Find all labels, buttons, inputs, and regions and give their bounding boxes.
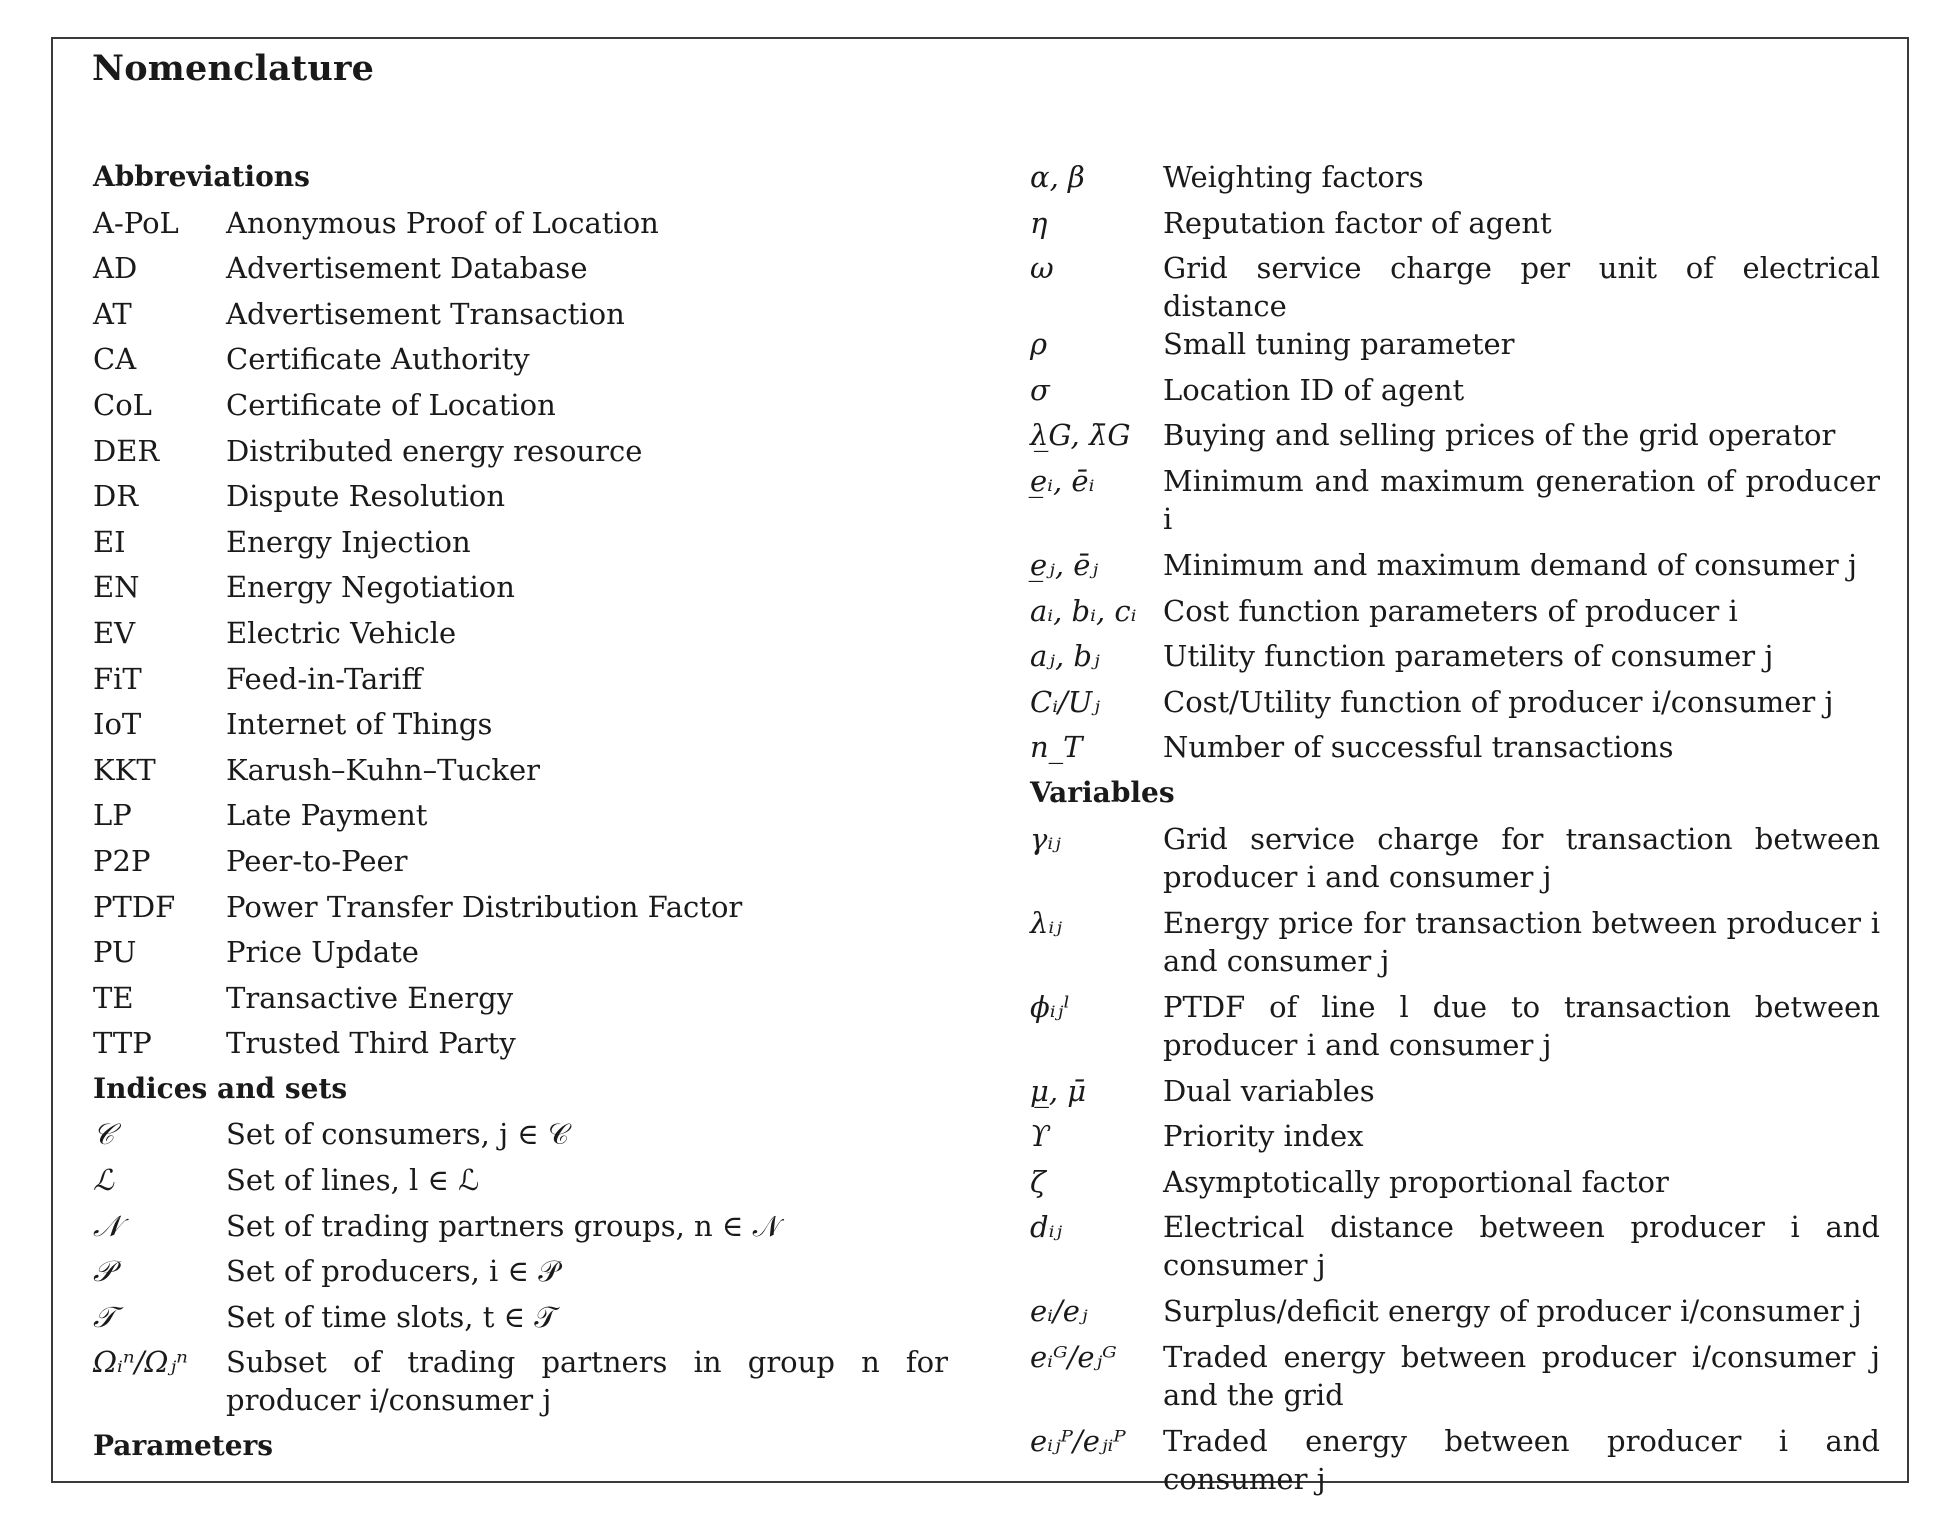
term-symbol: FiT bbox=[93, 661, 142, 696]
parameter-row bbox=[1030, 249, 1880, 325]
abbreviation-row bbox=[93, 796, 948, 842]
abbreviation-row bbox=[93, 705, 948, 751]
term-description: Set of producers, i ∈ 𝒫 bbox=[226, 1254, 560, 1289]
term-description: Electric Vehicle bbox=[226, 615, 457, 650]
term-symbol: EN bbox=[93, 570, 140, 605]
term-symbol: Cᵢ/Uⱼ bbox=[1030, 684, 1100, 719]
abbreviation-row bbox=[93, 249, 948, 295]
term-description: Reputation factor of agent bbox=[1163, 205, 1552, 240]
term-description: Advertisement Transaction bbox=[226, 296, 625, 331]
abbreviation-row bbox=[93, 933, 948, 979]
variable-row bbox=[1030, 904, 1880, 988]
term-description: Minimum and maximum demand of consumer j bbox=[1163, 547, 1857, 582]
variable-row bbox=[1030, 988, 1880, 1072]
term-description: Subset of trading partners in group n for producer i/consumer j bbox=[226, 1345, 948, 1418]
parameter-row bbox=[1030, 158, 1880, 204]
term-symbol: AD bbox=[93, 251, 138, 286]
abbreviation-row bbox=[93, 1024, 948, 1070]
term-description: PTDF of line l due to transaction between producer i and consumer j bbox=[1163, 989, 1880, 1062]
term-description: Surplus/deficit energy of producer i/consumer j bbox=[1163, 1294, 1862, 1329]
left-column bbox=[93, 158, 948, 1473]
section-heading-variables: Variables bbox=[1030, 775, 1175, 809]
variable-row bbox=[1030, 1338, 1880, 1422]
term-symbol: μ̲, μ̄ bbox=[1030, 1073, 1087, 1108]
term-symbol: dᵢⱼ bbox=[1030, 1210, 1063, 1245]
term-description: Traded energy between producer i/consumer j and the grid bbox=[1163, 1339, 1880, 1412]
term-description: Peer-to-Peer bbox=[226, 843, 408, 878]
indices-list bbox=[93, 1115, 948, 1427]
term-symbol: ϒ bbox=[1030, 1119, 1050, 1154]
term-symbol: AT bbox=[93, 296, 132, 331]
term-symbol: η bbox=[1030, 205, 1048, 240]
abbreviations-list bbox=[93, 204, 948, 1070]
term-symbol: ϕᵢⱼˡ bbox=[1030, 989, 1071, 1024]
term-description: Karush–Kuhn–Tucker bbox=[226, 752, 540, 787]
term-symbol: LP bbox=[93, 798, 132, 833]
variables-list bbox=[1030, 820, 1880, 1506]
abbreviation-row bbox=[93, 979, 948, 1025]
term-symbol: γᵢⱼ bbox=[1030, 821, 1061, 856]
variable-row bbox=[1030, 1208, 1880, 1292]
term-description: Set of lines, l ∈ ℒ bbox=[226, 1163, 480, 1198]
term-description: Utility function parameters of consumer j bbox=[1163, 639, 1774, 674]
term-symbol: e̲ᵢ, ēᵢ bbox=[1030, 463, 1095, 498]
abbreviation-row bbox=[93, 751, 948, 797]
term-description: Late Payment bbox=[226, 798, 428, 833]
term-symbol: EV bbox=[93, 615, 136, 650]
index-set-row bbox=[93, 1252, 948, 1298]
term-description: Feed-in-Tariff bbox=[226, 661, 423, 696]
term-symbol: σ bbox=[1030, 372, 1050, 407]
term-description: Traded energy between producer i and consumer j bbox=[1163, 1423, 1880, 1496]
abbreviation-row bbox=[93, 295, 948, 341]
term-symbol: n_T bbox=[1030, 730, 1083, 765]
abbreviation-row bbox=[93, 614, 948, 660]
abbreviation-row bbox=[93, 888, 948, 934]
variable-row bbox=[1030, 1422, 1880, 1506]
variable-row bbox=[1030, 1117, 1880, 1163]
index-set-row bbox=[93, 1298, 948, 1344]
term-symbol: ζ bbox=[1030, 1164, 1046, 1199]
variable-row bbox=[1030, 1163, 1880, 1209]
term-symbol: ω bbox=[1030, 251, 1054, 286]
term-symbol: CA bbox=[93, 342, 137, 377]
term-description: Energy price for transaction between producer i and consumer j bbox=[1163, 905, 1880, 978]
term-symbol: A-PoL bbox=[93, 205, 179, 240]
abbreviation-row bbox=[93, 477, 948, 523]
parameter-row bbox=[1030, 683, 1880, 729]
term-description: Location ID of agent bbox=[1163, 372, 1465, 407]
section-heading-parameters: Parameters bbox=[93, 1429, 274, 1463]
parameter-row bbox=[1030, 728, 1880, 774]
term-symbol: DR bbox=[93, 479, 139, 514]
variable-row bbox=[1030, 1292, 1880, 1338]
term-description: Certificate Authority bbox=[226, 342, 530, 377]
term-symbol: aᵢ, bᵢ, cᵢ bbox=[1030, 593, 1137, 628]
abbreviation-row bbox=[93, 523, 948, 569]
term-description: Priority index bbox=[1163, 1119, 1364, 1154]
term-symbol: P2P bbox=[93, 843, 151, 878]
term-symbol: 𝒩 bbox=[93, 1208, 121, 1243]
index-set-row bbox=[93, 1115, 948, 1161]
abbreviation-row bbox=[93, 568, 948, 614]
term-description: Number of successful transactions bbox=[1163, 730, 1674, 765]
abbreviation-row bbox=[93, 204, 948, 250]
abbreviation-row bbox=[93, 386, 948, 432]
term-description: Small tuning parameter bbox=[1163, 327, 1515, 362]
term-description: Internet of Things bbox=[226, 707, 493, 742]
term-symbol: eᵢⱼᴾ/eⱼᵢᴾ bbox=[1030, 1423, 1126, 1458]
term-description: Trusted Third Party bbox=[226, 1026, 516, 1061]
variable-row bbox=[1030, 820, 1880, 904]
abbreviation-row bbox=[93, 432, 948, 478]
section-heading-indices: Indices and sets bbox=[93, 1071, 348, 1105]
variable-row bbox=[1030, 1072, 1880, 1118]
term-symbol: PU bbox=[93, 935, 137, 970]
term-description: Dual variables bbox=[1163, 1073, 1375, 1108]
term-symbol: λ̲G, λ̄G bbox=[1030, 418, 1131, 453]
term-symbol: 𝒞 bbox=[93, 1117, 115, 1152]
term-description: Set of consumers, j ∈ 𝒞 bbox=[226, 1117, 570, 1152]
term-symbol: eᵢᴳ/eⱼᴳ bbox=[1030, 1339, 1117, 1374]
abbreviation-row bbox=[93, 660, 948, 706]
term-description: Electrical distance between producer i and consumer j bbox=[1163, 1210, 1880, 1283]
term-symbol: IoT bbox=[93, 707, 142, 742]
term-description: Energy Negotiation bbox=[226, 570, 515, 605]
term-symbol: KKT bbox=[93, 752, 156, 787]
term-description: Power Transfer Distribution Factor bbox=[226, 889, 743, 924]
index-set-row bbox=[93, 1207, 948, 1253]
parameters-list bbox=[1030, 158, 1880, 774]
parameter-row bbox=[1030, 416, 1880, 462]
term-description: Cost/Utility function of producer i/consumer j bbox=[1163, 684, 1834, 719]
term-symbol: aⱼ, bⱼ bbox=[1030, 639, 1100, 674]
parameter-row bbox=[1030, 462, 1880, 546]
index-set-row bbox=[93, 1343, 948, 1427]
parameter-row bbox=[1030, 546, 1880, 592]
right-column bbox=[1030, 158, 1880, 1506]
term-description: Weighting factors bbox=[1163, 160, 1424, 194]
term-description: Price Update bbox=[226, 935, 419, 970]
term-symbol: 𝒯 bbox=[93, 1299, 116, 1334]
term-symbol: ℒ bbox=[93, 1163, 114, 1198]
term-symbol: TTP bbox=[93, 1026, 152, 1061]
term-symbol: CoL bbox=[93, 387, 152, 422]
term-symbol: PTDF bbox=[93, 889, 176, 924]
term-description: Certificate of Location bbox=[226, 387, 556, 422]
term-symbol: eᵢ/eⱼ bbox=[1030, 1294, 1088, 1329]
term-description: Cost function parameters of producer i bbox=[1163, 593, 1738, 628]
term-symbol: ρ bbox=[1030, 327, 1048, 362]
term-description: Distributed energy resource bbox=[226, 433, 643, 468]
section-heading-abbreviations: Abbreviations bbox=[93, 160, 310, 193]
term-symbol: EI bbox=[93, 524, 126, 559]
term-symbol: λᵢⱼ bbox=[1030, 905, 1062, 940]
term-description: Buying and selling prices of the grid operator bbox=[1163, 418, 1836, 453]
term-symbol: Ωᵢⁿ/Ωⱼⁿ bbox=[93, 1345, 188, 1380]
term-symbol: 𝒫 bbox=[93, 1254, 114, 1289]
term-symbol: DER bbox=[93, 433, 160, 468]
term-description: Advertisement Database bbox=[226, 251, 588, 286]
term-symbol: e̲ⱼ, ēⱼ bbox=[1030, 547, 1099, 582]
parameter-row bbox=[1030, 325, 1880, 371]
term-description: Transactive Energy bbox=[226, 980, 514, 1015]
page-title: Nomenclature bbox=[92, 48, 375, 89]
abbreviation-row bbox=[93, 340, 948, 386]
parameter-row bbox=[1030, 204, 1880, 250]
term-description: Dispute Resolution bbox=[226, 479, 506, 514]
term-description: Set of time slots, t ∈ 𝒯 bbox=[226, 1299, 557, 1334]
term-description: Energy Injection bbox=[226, 524, 471, 559]
term-symbol: α, β bbox=[1030, 160, 1085, 194]
term-symbol: TE bbox=[93, 980, 134, 1015]
term-description: Grid service charge per unit of electrical distance bbox=[1163, 251, 1880, 324]
term-description: Anonymous Proof of Location bbox=[226, 205, 659, 240]
term-description: Minimum and maximum generation of producer i bbox=[1163, 463, 1880, 536]
parameter-row bbox=[1030, 371, 1880, 417]
index-set-row bbox=[93, 1161, 948, 1207]
abbreviation-row bbox=[93, 842, 948, 888]
parameter-row bbox=[1030, 592, 1880, 638]
term-description: Set of trading partners groups, n ∈ 𝒩 bbox=[226, 1208, 781, 1243]
parameter-row bbox=[1030, 637, 1880, 683]
term-description: Asymptotically proportional factor bbox=[1163, 1164, 1669, 1199]
term-description: Grid service charge for transaction between producer i and consumer j bbox=[1163, 821, 1880, 894]
